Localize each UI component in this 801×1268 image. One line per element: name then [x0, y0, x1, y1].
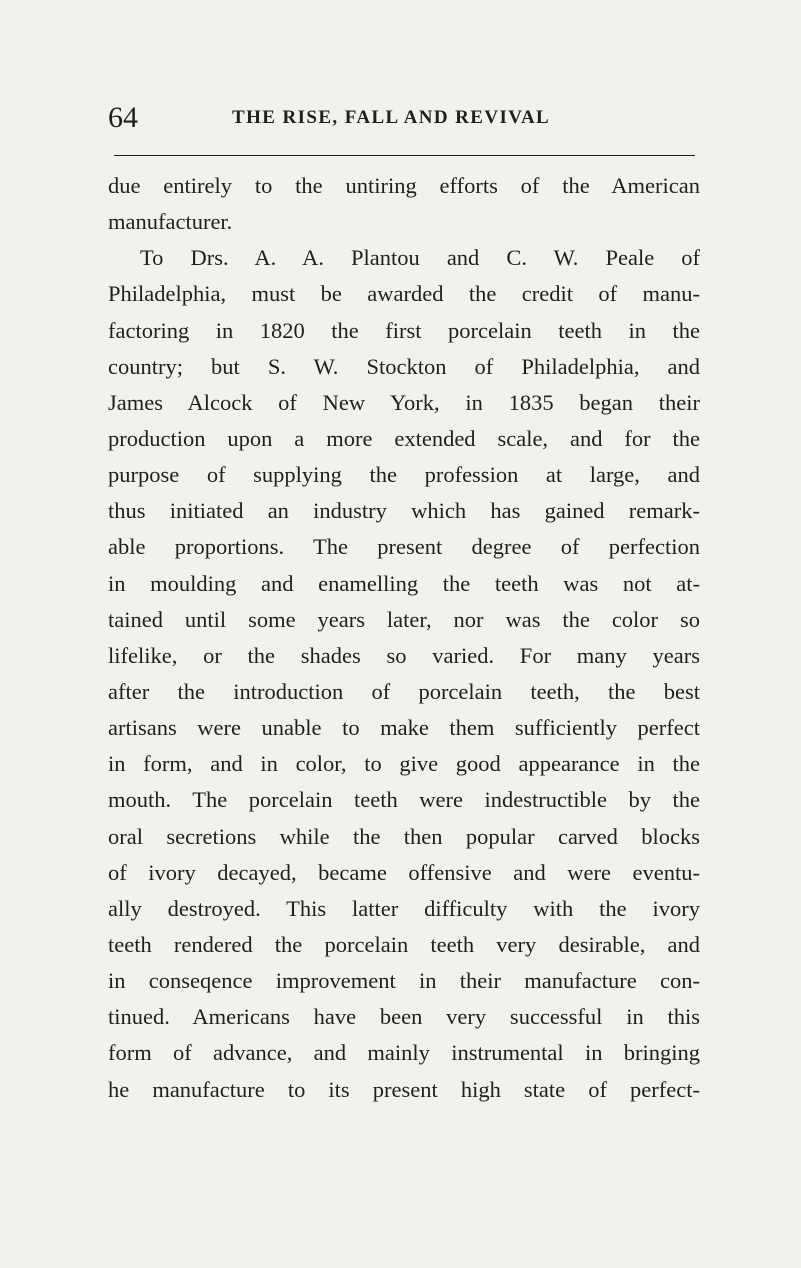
- text-line: of ivory decayed, became offensive and were eventu-: [108, 859, 700, 885]
- text-line: manufacturer.: [108, 209, 233, 235]
- text-line: after the introduction of porcelain teeth, the best: [108, 678, 700, 704]
- text-line: he manufacture to its present high state of perfect-: [108, 1076, 700, 1102]
- page-number: 64: [108, 101, 138, 134]
- text-line: factoring in 1820 the first porcelain teeth in the: [108, 317, 700, 343]
- text-line: tinued. Americans have been very successful in this: [108, 1004, 700, 1030]
- header-rule: [114, 155, 695, 156]
- text-line: purpose of supplying the profession at large, and: [108, 462, 700, 488]
- text-line: due entirely to the untiring efforts of the American: [108, 173, 700, 198]
- text-line: in form, and in color, to give good appearance in the: [108, 751, 700, 777]
- text-line: country; but S. W. Stockton of Philadelphia, and: [108, 353, 700, 379]
- text-line: ally destroyed. This latter difficulty with the ivory: [108, 895, 700, 921]
- page-header: [0, 98, 801, 138]
- body-text: [108, 168, 700, 1108]
- text-line: lifelike, or the shades so varied. For many years: [108, 642, 700, 668]
- running-title: THE RISE, FALL AND REVIVAL: [232, 107, 551, 128]
- text-line: Philadelphia, must be awarded the credit of manu-: [108, 281, 700, 307]
- text-line: form of advance, and mainly instrumental in bringing: [108, 1040, 700, 1066]
- text-line: artisans were unable to make them sufficiently perfect: [108, 715, 700, 741]
- text-line: in conseqence improvement in their manufacture con-: [108, 968, 700, 994]
- text-line: in moulding and enamelling the teeth was not at-: [108, 570, 700, 596]
- text-line: mouth. The porcelain teeth were indestructible by the: [108, 787, 700, 813]
- text-line: able proportions. The present degree of perfection: [108, 534, 700, 560]
- text-line: thus initiated an industry which has gained remark-: [108, 498, 700, 524]
- text-line: James Alcock of New York, in 1835 began their: [108, 389, 700, 415]
- text-line: teeth rendered the porcelain teeth very desirable, and: [108, 931, 700, 957]
- text-line: tained until some years later, nor was the color so: [108, 606, 700, 632]
- text-line: oral secretions while the then popular carved blocks: [108, 823, 700, 849]
- text-line: To Drs. A. A. Plantou and C. W. Peale of: [140, 245, 700, 271]
- text-line: production upon a more extended scale, and for the: [108, 425, 700, 451]
